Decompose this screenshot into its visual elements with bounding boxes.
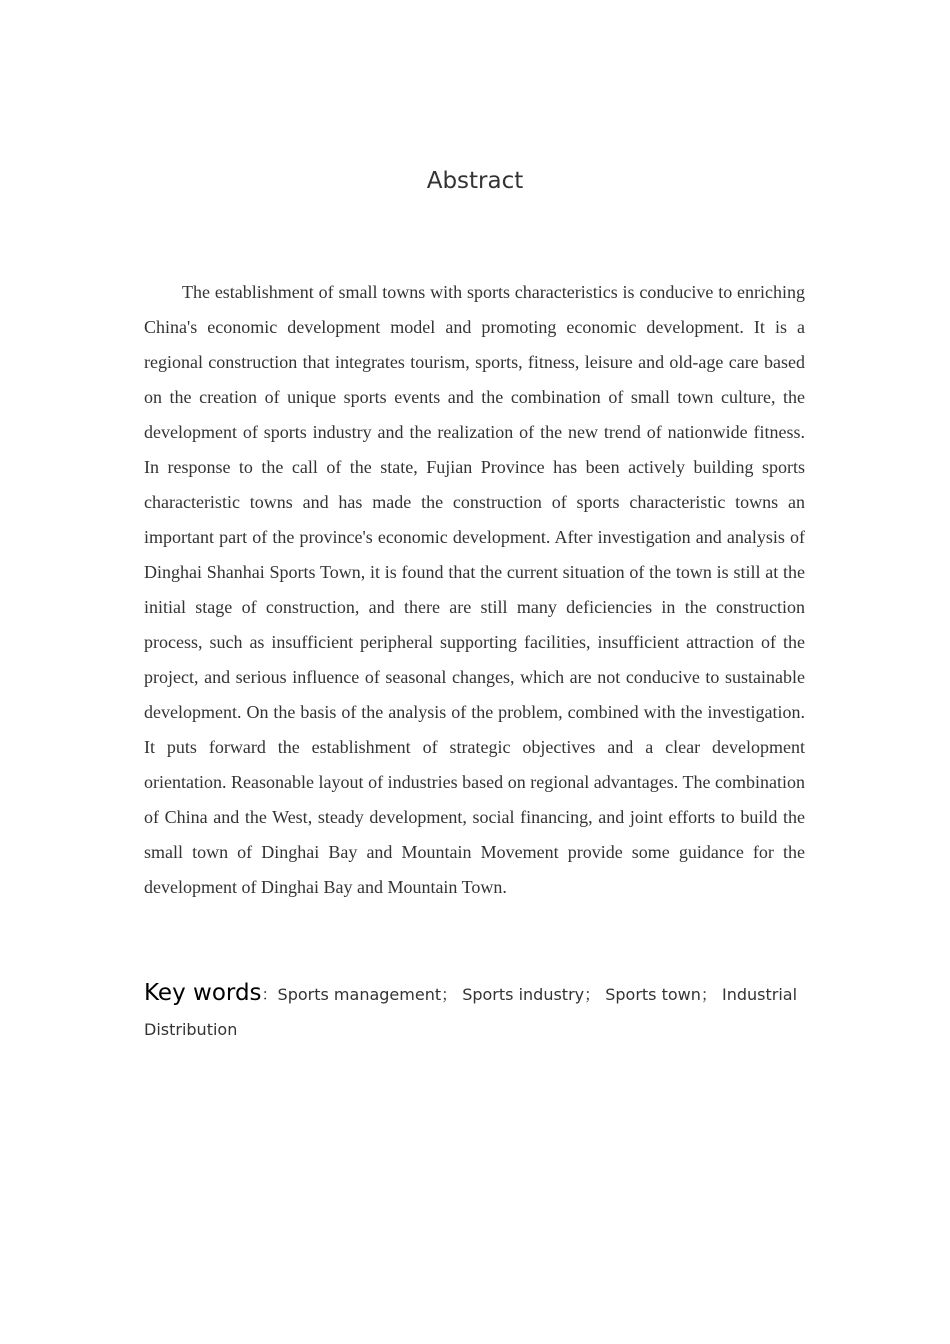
keyword-item: Sports town； <box>605 985 717 1004</box>
keyword-item: Industrial Distribution <box>144 985 798 1039</box>
keywords-label: Key words <box>144 980 262 1006</box>
keywords-separator: ： <box>261 985 278 1004</box>
abstract-paragraph: The establishment of small towns with sports characteristics is conducive to enriching China's economic development model and promoting economic development. It is a regional construction that integrates tourism, sports, fitness, leisure and old-age care based on the creation of unique sports events and the combination of small town culture, the development of sports industry and the realization of the new trend of nationwide fitness. In response to the call of the state, Fujian Province has been actively building sports characteristic towns and has made the construction of sports characteristic towns an important part of the province's economic development. After investigation and analysis of Dinghai Shanhai Sports Town, it is found that the current situation of the town is still at the initial stage of construction, and there are still many deficiencies in the construction process, such as insufficient peripheral supporting facilities, insufficient attraction of the project, and serious influence of seasonal changes, which are not conducive to sustainable development. On the basis of the analysis of the problem, combined with the investigation. It puts forward the establishment of strategic objectives and a clear development orientation. Reasonable layout of industries based on regional advantages. The combination of China and the West, steady development, social financing, and joint efforts to build the small town of Dinghai Bay and Mountain Movement provide some guidance for the development of Dinghai Bay and Mountain Town. <box>144 282 805 897</box>
keyword-item: Sports management； <box>277 985 458 1004</box>
page-title: Abstract <box>426 168 524 194</box>
keywords-line <box>144 976 805 1047</box>
keyword-item: Sports industry； <box>462 985 601 1004</box>
